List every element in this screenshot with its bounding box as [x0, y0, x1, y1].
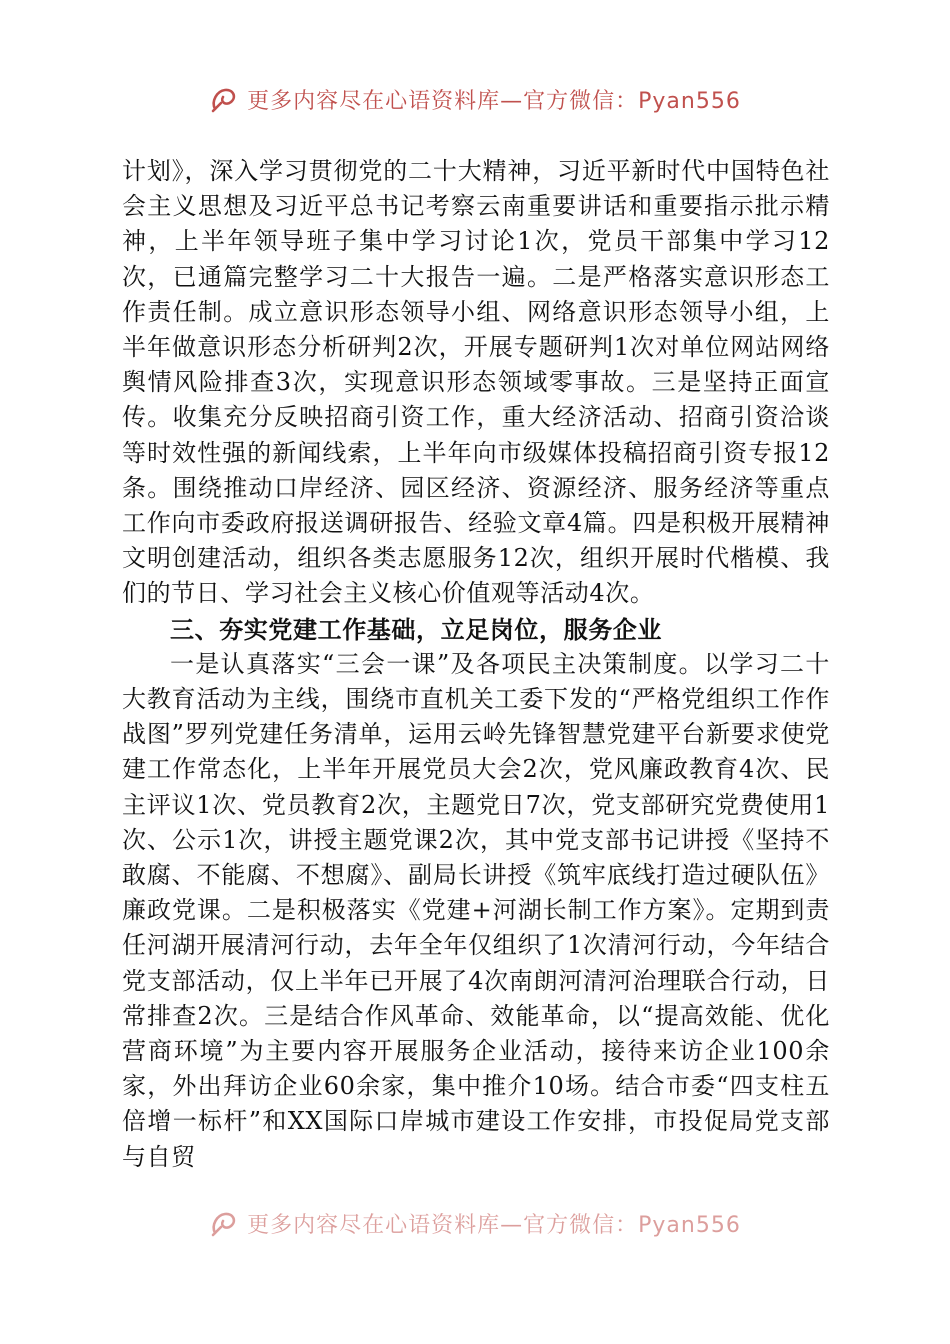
- watermark-logo-icon: [209, 1209, 239, 1239]
- watermark-logo-icon: [209, 85, 239, 115]
- paragraph-continued: 计划》，深入学习贯彻党的二十大精神，习近平新时代中国特色社会主义思想及习近平总书记考察云南重要讲话和重要指示批示精神，上半年领导班子集中学习讨论1次，党员干部集中学习12次，已通篇完整学习二十大报告一遍。二是严格落实意识形态工作责任制。成立意识形态领导小组、网络意识形态领导小组，上半年做意识形态分析研判2次，开展专题研判1次对单位网站网络舆情风险排查3次，实现意识形态领域零事故。三是坚持正面宣传。收集充分反映招商引资工作，重大经济活动、招商引资洽谈等时效性强的新闻线索，上半年向市级媒体投稿招商引资专报12条。围绕推动口岸经济、园区经济、资源经济、服务经济等重点工作向市委政府报送调研报告、经验文章4篇。四是积极开展精神文明创建活动，组织各类志愿服务12次，组织开展时代楷模、我们的节日、学习社会主义核心价值观等活动4次。: [122, 157, 830, 608]
- watermark-text: 更多内容尽在心语资料库—官方微信：Pyan556: [247, 1213, 741, 1238]
- paragraph-section: 一是认真落实“三会一课”及各项民主决策制度。以学习二十大教育活动为主线，围绕市直机关工委下发的“严格党组织工作作战图”罗列党建任务清单，运用云岭先锋智慧党建平台新要求使党建工作常态化，上半年开展党员大会2次，党风廉政教育4次、民主评议1次、党员教育2次，主题党日7次，党支部研究党费使用1次、公示1次，讲授主题党课2次，其中党支部书记讲授《坚持不敢腐、不能腐、不想腐》、副局长讲授《筑牢底线打造过硬队伍》廉政党课。二是积极落实《党建+河湖长制工作方案》。定期到责任河湖开展清河行动，去年全年仅组织了1次清河行动，今年结合党支部活动，仅上半年已开展了4次南朗河清河治理联合行动，日常排查2次。三是结合作风革命、效能革命，以“提高效能、优化营商环境”为主要内容开展服务企业活动，接待来访企业100余家，外出拜访企业60余家，集中推介10场。结合市委“四支柱五倍增一标杆”和XX国际口岸城市建设工作安排，市投促局党支部与自贸: [122, 649, 830, 1171]
- section-heading: 三、夯实党建工作基础，立足岗位，服务企业: [170, 614, 662, 644]
- document-body: [122, 154, 830, 1175]
- watermark-footer: [0, 1208, 950, 1239]
- watermark-header: [0, 84, 950, 115]
- watermark-text: 更多内容尽在心语资料库—官方微信：Pyan556: [247, 89, 741, 114]
